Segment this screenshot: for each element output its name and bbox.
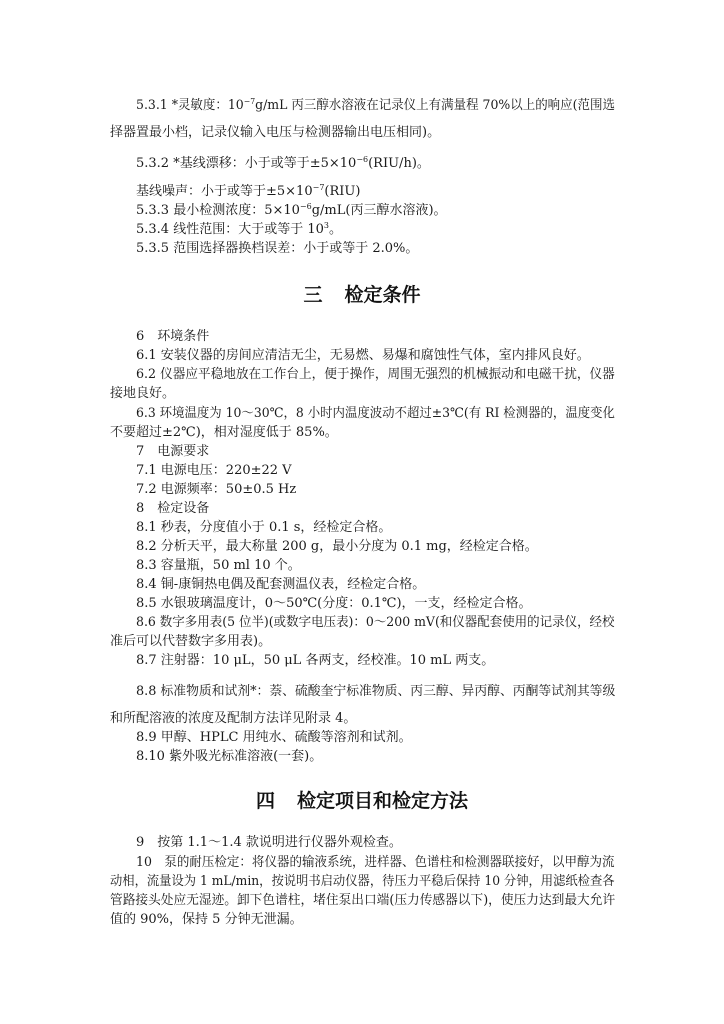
text-line: 6.2 仪器应平稳地放在工作台上，便于操作，周围无强烈的机械振动和电磁干扰，仪器 xyxy=(136,367,615,382)
text-line: 8.4 铜-康铜热电偶及配套测温仪表，经检定合格。 xyxy=(136,577,426,592)
text-line: 不要超过±2℃)，相对湿度低于 85%。 xyxy=(110,425,338,440)
section-3-heading xyxy=(0,283,724,307)
text-line: 8.8 标准物质和试剂*：萘、硫酸奎宁标准物质、丙三醇、异丙醇、丙酮等试剂其等级 xyxy=(136,684,616,699)
text-line: 7 电源要求 xyxy=(136,444,210,459)
text-line: 8.1 秒表，分度值小于 0.1 s，经检定合格。 xyxy=(136,520,392,535)
section-3-title: 检定条件 xyxy=(344,284,421,306)
section-3-number: 三 xyxy=(303,284,323,306)
text-line: 8.2 分析天平，最大称量 200 g，最小分度为 0.1 mg，经检定合格。 xyxy=(136,539,538,554)
text-line: 8 检定设备 xyxy=(136,501,210,516)
clause-5-3-3: 5.3.3 最小检测浓度：$5\times 10^{-6}g/mL$(丙三醇水溶液)。 xyxy=(136,202,447,218)
clause-5-3-1-line2: 择器置最小档，记录仪输入电压与检测器输出电压相同)。 xyxy=(110,125,441,140)
text-line: 8.9 甲醇、HPLC 用纯水、硫酸等溶剂和试剂。 xyxy=(136,730,412,745)
section-4-number: 四 xyxy=(255,790,275,812)
text-line: 6 环境条件 xyxy=(136,329,210,344)
text-line: 管路接头处应无湿迹。卸下色谱柱，堵住泵出口端(压力传感器以下)，使压力达到最大允许 xyxy=(110,893,616,908)
baseline-noise: 基线噪声：小于或等于$\pm 5\times 10^{-7}(RIU)$ xyxy=(136,183,361,199)
text-line: 8.5 水银玻璃温度计，0～50℃(分度：0.1℃)，一支，经检定合格。 xyxy=(136,596,532,611)
text-line: 10 泵的耐压检定：将仪器的输液系统，进样器、色谱柱和检测器联接好，以甲醇为流 xyxy=(136,855,615,870)
text-line: 8.7 注射器：10 μL，50 μL 各两支，经校准。10 mL 两支。 xyxy=(136,653,495,668)
text-line: 6.3 环境温度为 10～30℃，8 小时内温度波动不超过±3℃(有 RI 检测器的，温度变化 xyxy=(136,406,615,421)
clause-5-3-5: 5.3.5 范围选择器换档误差：小于或等于 2.0%。 xyxy=(136,241,419,256)
clause-5-3-4: 5.3.4 线性范围：大于或等于 $10^3$。 xyxy=(136,221,342,237)
section-4-title: 检定项目和检定方法 xyxy=(297,790,469,812)
text-line: 动相，流量设为 1 mL/min，按说明书启动仪器，待压力平稳后保持 10 分钟，用滤纸检查各 xyxy=(110,874,615,889)
text-line: 8.3 容量瓶，50 ml 10 个。 xyxy=(136,558,301,573)
text-line: 7.2 电源频率：50±0.5 Hz xyxy=(136,482,297,497)
text-line: 7.1 电源电压：220±22 V xyxy=(136,463,292,478)
text-line: 接地良好。 xyxy=(110,386,176,401)
text-line: 8.6 数字多用表(5 位半)(或数字电压表)：0～200 mV(和仪器配套使用的记录仪，经校 xyxy=(136,615,615,630)
text-line: 9 按第 1.1～1.4 款说明进行仪器外观检查。 xyxy=(136,835,402,850)
text-line: 和所配溶液的浓度及配制方法详见附录 4。 xyxy=(110,711,357,726)
clause-5-3-2: 5.3.2 *基线漂移：小于或等于$\pm 5\times 10^{-6}(RIU/h)$。 xyxy=(136,155,430,171)
text-line: 8.10 紫外吸光标准溶液(一套)。 xyxy=(136,749,323,764)
text-line: 6.1 安装仪器的房间应清洁无尘，无易燃、易爆和腐蚀性气体，室内排风良好。 xyxy=(136,348,590,363)
text-line: 值的 90%，保持 5 分钟无泄漏。 xyxy=(110,912,303,927)
section-4-heading xyxy=(0,789,724,813)
clause-5-3-1-line1: 5.3.1 *灵敏度：$10^{-7}g/mL$ 丙三醇水溶液在记录仪上有满量程 70%以上的响应(范围选 xyxy=(136,97,615,113)
text-line: 准后可以代替数字多用表)。 xyxy=(110,634,272,649)
